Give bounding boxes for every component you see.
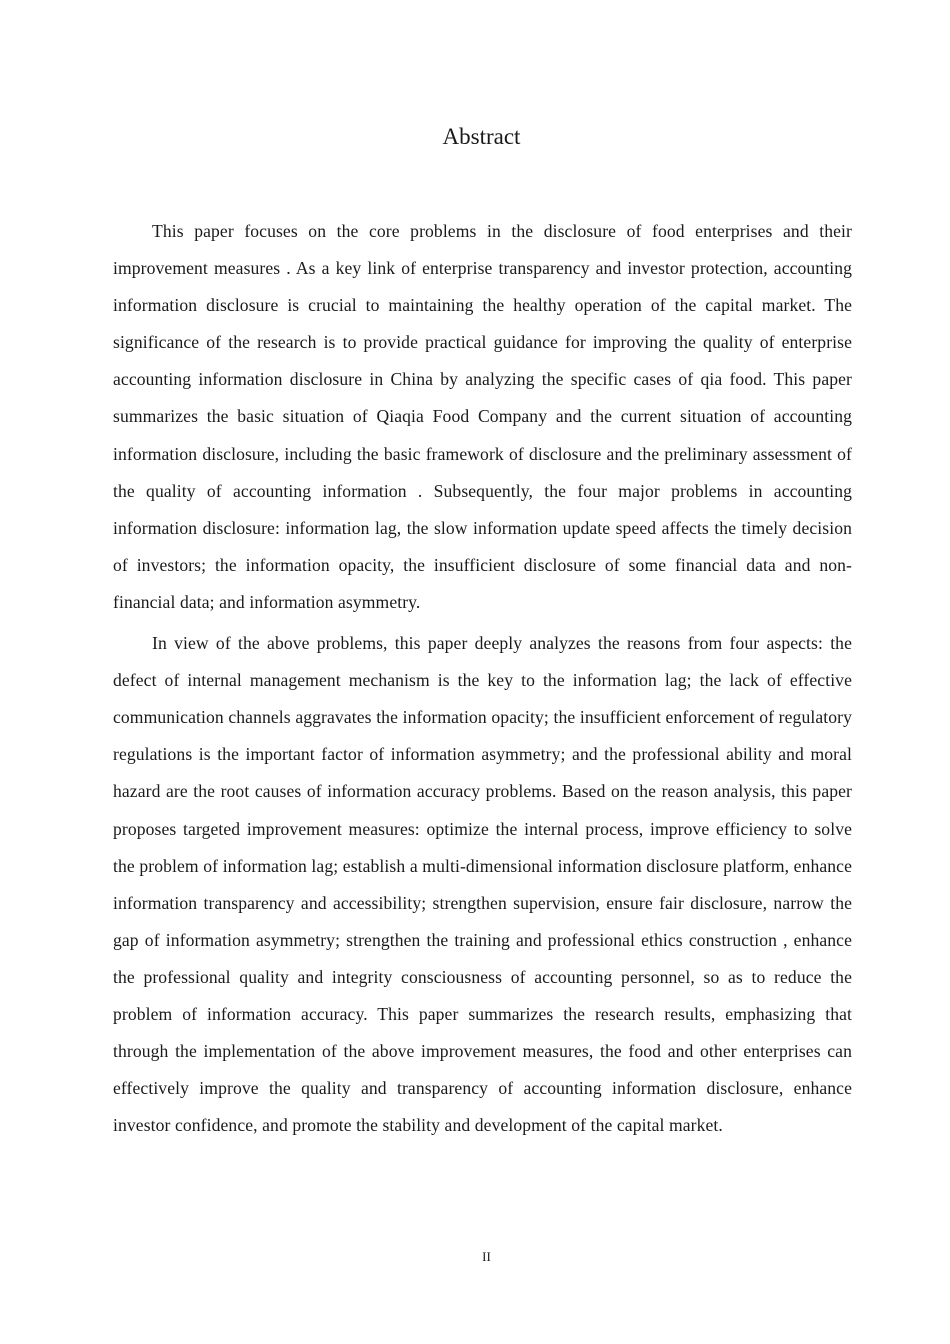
abstract-body (113, 213, 852, 1148)
abstract-paragraph-2: In view of the above problems, this paper deeply analyzes the reasons from four aspects: the defect of internal management mechanism is the key to the information lag; the lack of effective communication channels aggravates the information opacity; the insufficient enforcement of regulatory regulations is the important factor of information asymmetry; and the professional ability and moral hazard are the root causes of information accuracy problems. Based on the reason analysis, this paper proposes targeted improvement measures: optimize the internal process, improve efficiency to solve the problem of information lag; establish a multi-dimensional information disclosure platform, enhance information transparency and accessibility; strengthen supervision, ensure fair disclosure, narrow the gap of information asymmetry; strengthen the training and professional ethics construction , enhance the professional quality and integrity consciousness of accounting personnel, so as to reduce the problem of information accuracy. This paper summarizes the research results, emphasizing that through the implementation of the above improvement measures, the food and other enterprises can effectively improve the quality and transparency of accounting information disclosure, enhance investor confidence, and promote the stability and development of the capital market. (113, 633, 852, 1136)
abstract-paragraph-1: This paper focuses on the core problems in the disclosure of food enterprises and their improvement measures . As a key link of enterprise transparency and investor protection, accounting information disclosure is crucial to maintaining the healthy operation of the capital market. The significance of the research is to provide practical guidance for improving the quality of enterprise accounting information disclosure in China by analyzing the specific cases of qia food. This paper summarizes the basic situation of Qiaqia Food Company and the current situation of accounting information disclosure, including the basic framework of disclosure and the preliminary assessment of the quality of accounting information . Subsequently, the four major problems in accounting information disclosure: information lag, the slow information update speed affects the timely decision of investors; the information opacity, the insufficient disclosure of some financial data and non-financial data; and information asymmetry. (113, 221, 852, 612)
abstract-title: Abstract (442, 124, 521, 149)
page-number: II (482, 1249, 491, 1264)
